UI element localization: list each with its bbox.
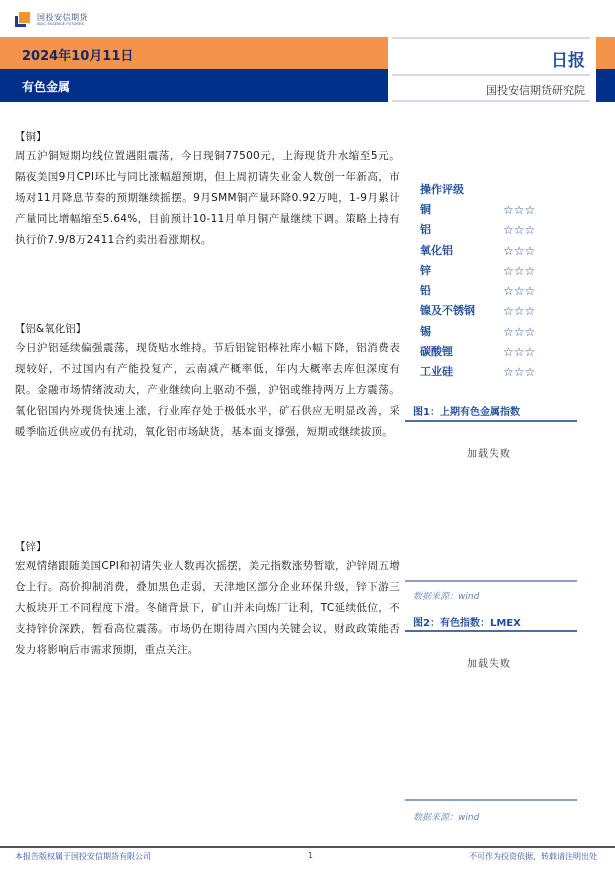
rating-commodity: 工业硅 — [420, 365, 453, 379]
figure-2-top-rule — [405, 630, 577, 632]
figure-2-load-failed: 加载失败 — [467, 659, 511, 670]
divider — [392, 74, 590, 76]
rating-row — [420, 362, 535, 382]
rating-row — [420, 200, 535, 220]
figure-2-title: 图2：有色指数：LMEX — [413, 618, 521, 629]
section-heading: 【铝&氧化铝】 — [15, 323, 87, 335]
star-rating-icon: ☆☆☆ — [503, 365, 536, 380]
logo-mark-icon — [15, 12, 31, 28]
star-rating-icon: ☆☆☆ — [503, 243, 536, 258]
divider — [392, 37, 590, 39]
report-title-box — [388, 37, 596, 102]
figure-1-top-rule — [405, 420, 577, 422]
section-heading: 【铜】 — [15, 131, 47, 143]
section-body: 周五沪铜短期均线位置遇阻震荡，今日现铜77500元，上海现货升水缩至5元。隔夜美国9月CPI环比与同比涨幅超预期，但上周初请失业金人数创一年新高，市场对11月降息节奏的预期继续摇摆。9月SMM铜产量环降0.92万吨，1-9月累计产量同比增幅缩至5.64%，目前预计10-11月单月铜产量继续下调。策略上持有执行价7.9/8万2411合约卖出看涨期权。 — [15, 150, 400, 246]
operation-rating-table — [420, 180, 535, 383]
figure-1-source: 数据来源：wind — [413, 592, 480, 602]
figure-2-source: 数据来源：wind — [413, 813, 480, 823]
star-rating-icon: ☆☆☆ — [503, 304, 536, 319]
rating-commodity: 锡 — [420, 324, 431, 338]
company-logo — [15, 10, 88, 30]
footer-disclaimer: 不可作为投资依据，转载请注明出处 — [469, 852, 597, 861]
section-copper — [15, 128, 400, 251]
report-date: 2024年10月11日 — [22, 49, 134, 64]
figure-1-bottom-rule — [405, 580, 577, 582]
figure-1-load-failed: 加载失败 — [467, 449, 511, 460]
rating-row — [420, 261, 535, 281]
logo-name-cn: 国投安信期货 — [37, 12, 88, 22]
rating-commodity: 铝 — [420, 223, 431, 237]
rating-row — [420, 281, 535, 301]
report-section: 有色金属 — [22, 80, 71, 94]
footer-divider — [0, 846, 615, 848]
rating-title: 操作评级 — [420, 183, 464, 196]
figure-1-title: 图1：上期有色金属指数 — [413, 407, 520, 418]
rating-row — [420, 241, 535, 261]
divider — [392, 100, 590, 102]
report-type: 日报 — [551, 51, 585, 71]
rating-row — [420, 322, 535, 342]
page-number: 1 — [308, 851, 314, 860]
rating-commodity: 铅 — [420, 284, 431, 298]
star-rating-icon: ☆☆☆ — [503, 203, 536, 217]
star-rating-icon: ☆☆☆ — [503, 284, 536, 299]
star-rating-icon: ☆☆☆ — [503, 263, 536, 278]
star-rating-icon: ☆☆☆ — [503, 324, 536, 339]
rating-row — [420, 342, 535, 362]
rating-commodity: 锌 — [420, 263, 431, 277]
rating-row — [420, 220, 535, 240]
star-rating-icon: ☆☆☆ — [503, 223, 536, 238]
logo-name-en: SDIC ESSENCE FUTURES — [37, 21, 84, 26]
institute-name: 国投安信期货研究院 — [486, 84, 585, 97]
figure-2-bottom-rule — [405, 799, 577, 801]
footer-copyright: 本报告版权属于国投安信期货有限公司 — [15, 852, 151, 861]
rating-commodity: 碳酸锂 — [420, 345, 453, 359]
section-zinc — [15, 538, 400, 661]
section-body: 宏观情绪跟随美国CPI和初请失业人数再次摇摆，美元指数涨势暂歇，沪锌周五增仓上行。高价抑制消费，叠加黑色走弱，天津地区部分企业环保升级，锌下游三大板块开工不同程度下滑。冬储背景下，矿山并未向炼厂让利，TC延续低位，不支持锌价深跌，暂看高位震荡。市场仍在期待周六国内关键会议，财政政策能否发力将影响后市需求预期，重点关注。 — [15, 560, 400, 656]
section-heading: 【锌】 — [15, 541, 47, 553]
rating-commodity: 铜 — [420, 203, 431, 216]
section-body: 今日沪铝延续偏强震荡，现货贴水维持。节后铝锭铝棒社库小幅下降，铝消费表现较好，不过国内有产能投复产，云南减产概率低，年内大概率去库但深度有限。金融市场情绪波动大，产业继续向上驱动不强，沪铝或维持两万上方震荡。氧化铝国内外现货快速上涨，行业库存处于极低水平，矿石供应无明显改善，采暖季临近供应或仍有扰动，氧化铝市场缺货，基本面支撑强，短期或继续拔顶。 — [15, 342, 400, 438]
rating-commodity: 氧化铝 — [420, 243, 453, 257]
rating-row — [420, 301, 535, 321]
rating-commodity: 镍及不锈钢 — [420, 304, 475, 318]
section-aluminium — [15, 320, 400, 443]
star-rating-icon: ☆☆☆ — [503, 345, 536, 360]
